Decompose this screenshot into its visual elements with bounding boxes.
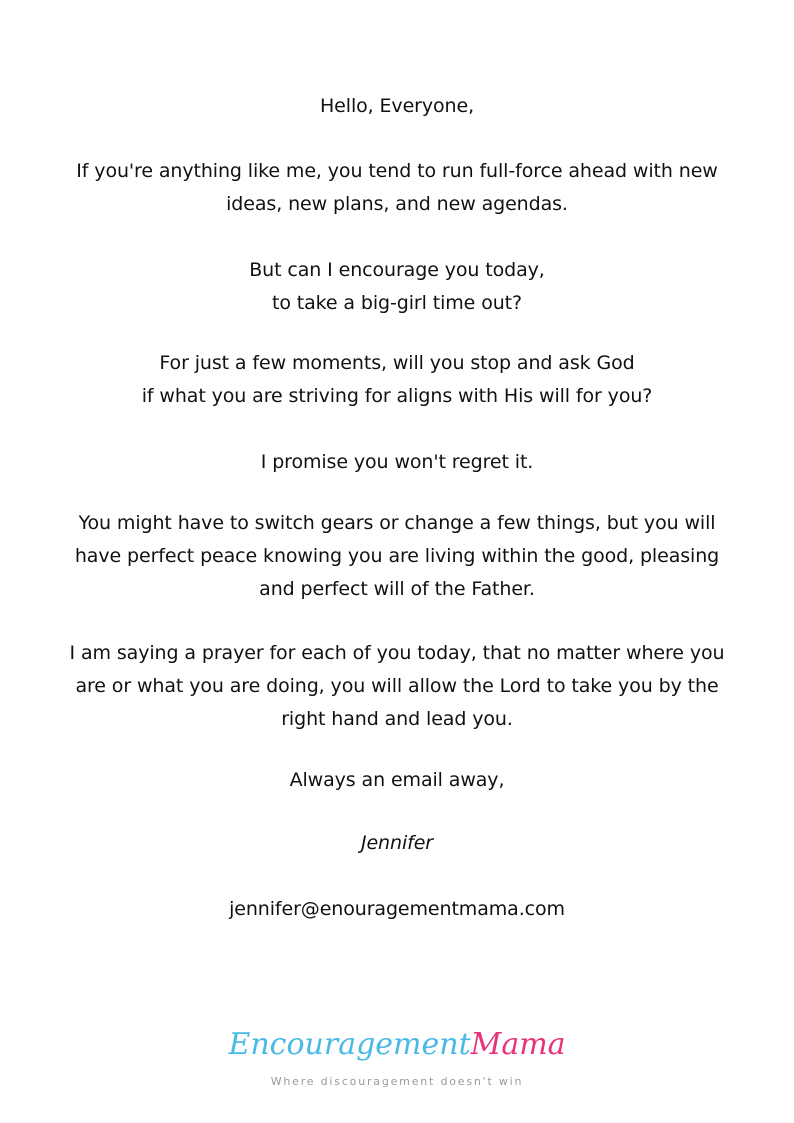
paragraph-line: You might have to switch gears or change a few things, but you will (78, 512, 716, 534)
logo-part-encouragement: Encouragement (228, 1027, 471, 1062)
paragraph-line: ideas, new plans, and new agendas. (226, 193, 568, 215)
paragraph-line: I promise you won't regret it. (260, 451, 534, 473)
paragraph-1 (0, 155, 794, 221)
email-address[interactable]: jennifer@enouragementmama.com (229, 898, 565, 920)
brand-logo (0, 1018, 794, 1068)
paragraph-line: If you're anything like me, you tend to run full-force ahead with new (76, 160, 718, 182)
paragraph-line: and perfect will of the Father. (259, 578, 535, 600)
paragraph-line: to take a big-girl time out? (271, 292, 523, 314)
email-block (0, 893, 794, 926)
greeting: Hello, Everyone, (319, 95, 475, 117)
brand-tagline: Where discouragement doesn't win (270, 1075, 524, 1088)
signature-block (0, 827, 794, 860)
paragraph-line: I am saying a prayer for each of you today, that no matter where you (69, 642, 725, 664)
paragraph-3 (0, 347, 794, 413)
paragraph-5 (0, 507, 794, 606)
paragraph-4 (0, 446, 794, 479)
paragraph-line: But can I encourage you today, (249, 259, 545, 281)
paragraph-line: right hand and lead you. (281, 708, 513, 730)
closing-line: Always an email away, (289, 769, 505, 791)
paragraph-2 (0, 254, 794, 320)
paragraph-line: if what you are striving for aligns with His will for you? (141, 385, 653, 407)
paragraph-line: have perfect peace knowing you are living within the good, pleasing (74, 545, 720, 567)
paragraph-line: For just a few moments, will you stop and ask God (159, 352, 635, 374)
logo-part-mama: Mama (470, 1027, 566, 1062)
paragraph-line: are or what you are doing, you will allow the Lord to take you by the (75, 675, 719, 697)
letter-body (0, 90, 794, 123)
svg-text:EncouragementMama (227, 1027, 565, 1062)
closing (0, 764, 794, 797)
paragraph-6 (0, 637, 794, 736)
brand-logo-graphic (228, 1018, 566, 1068)
signature: Jennifer (360, 832, 434, 854)
